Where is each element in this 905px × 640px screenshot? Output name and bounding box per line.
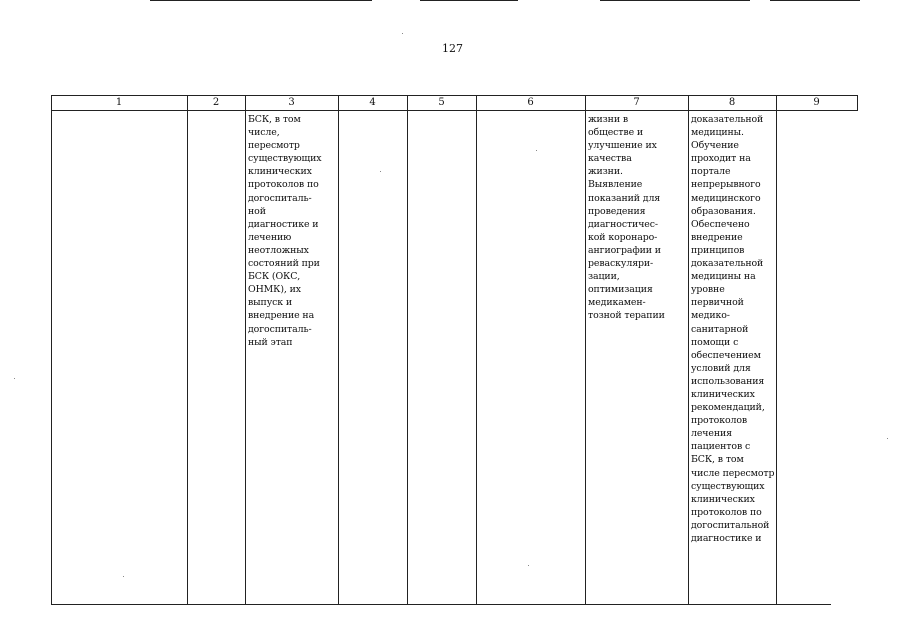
- cell-text-line: оптимизация: [588, 284, 653, 296]
- scan-speck: [380, 171, 381, 172]
- cell-text-line: БСК (ОКС,: [248, 271, 301, 283]
- cell-text-line: догоспитальной: [691, 519, 770, 531]
- column-header: 2: [212, 97, 220, 108]
- cell-text-line: жизни в: [588, 114, 629, 125]
- cell-column-8: [691, 113, 774, 545]
- cell-text-line: условий для: [691, 362, 751, 374]
- cell-text-line: использования: [691, 375, 765, 387]
- scan-speck: [123, 576, 124, 577]
- cell-text-line: улучшение их: [588, 140, 657, 152]
- header-bottom-border: [51, 110, 858, 111]
- column-header: 1: [115, 97, 123, 108]
- cell-text-line: пациентов с: [691, 441, 751, 453]
- cell-text-line: медико-: [691, 310, 730, 322]
- cell-text-line: выпуск и: [248, 297, 293, 309]
- cell-text-line: внедрение: [691, 231, 743, 243]
- cell-text-line: существующих: [248, 153, 322, 165]
- column-header: 7: [633, 97, 640, 108]
- cell-text-line: клинических: [248, 166, 312, 178]
- column-divider: [585, 95, 586, 605]
- cell-text-line: зации,: [588, 271, 620, 283]
- cell-text-line: помощи с: [691, 336, 739, 348]
- cell-text-line: протоколов по: [691, 506, 762, 518]
- cell-text-line: существующих: [691, 480, 765, 492]
- column-divider: [187, 95, 188, 605]
- column-header: 5: [438, 97, 445, 108]
- scan-edge-line: [420, 0, 518, 1]
- column-divider: [245, 95, 246, 605]
- cell-column-3: [248, 113, 321, 349]
- cell-text-line: первичной: [691, 297, 744, 309]
- cell-text-line: принципов: [691, 244, 745, 256]
- cell-text-line: догоспиталь-: [248, 192, 312, 204]
- column-header: 6: [527, 97, 534, 108]
- cell-text-line: рекомендаций,: [691, 402, 765, 414]
- scan-speck: [887, 438, 888, 439]
- scan-speck: [402, 33, 403, 34]
- cell-text-line: неотложных: [248, 244, 309, 256]
- scan-edge-line: [600, 0, 750, 1]
- cell-text-line: протоколов: [691, 415, 748, 427]
- cell-text-line: портале: [691, 166, 731, 178]
- cell-text-line: ангиографии и: [588, 244, 661, 256]
- cell-text-line: доказательной: [691, 258, 764, 270]
- cell-text-line: реваскуляри-: [588, 258, 654, 270]
- column-header: 4: [369, 97, 376, 108]
- column-divider: [476, 95, 477, 605]
- cell-text-line: числе пересмотр: [691, 467, 775, 479]
- column-divider: [338, 95, 339, 605]
- cell-text-line: БСК, в том: [248, 114, 301, 125]
- cell-text-line: БСК, в том: [691, 454, 744, 466]
- cell-text-line: медицины на: [691, 271, 756, 283]
- cell-text-line: обеспечением: [691, 349, 761, 361]
- scan-edge-line: [150, 0, 372, 1]
- cell-text-line: протоколов по: [248, 179, 319, 191]
- cell-text-line: медицинского: [691, 192, 761, 204]
- column-header: 3: [288, 97, 295, 108]
- cell-text-line: диагностике и: [691, 533, 762, 544]
- cell-text-line: санитарной: [691, 323, 749, 335]
- cell-column-7: [588, 113, 665, 323]
- cell-text-line: образования.: [691, 205, 756, 217]
- column-divider: [776, 95, 777, 605]
- cell-text-line: лечения: [691, 428, 732, 440]
- cell-text-line: жизни.: [588, 166, 623, 178]
- cell-text-line: качества: [588, 153, 632, 165]
- cell-text-line: диагностике и: [248, 218, 319, 230]
- cell-text-line: тозной терапии: [588, 310, 665, 322]
- column-header: 8: [728, 97, 736, 108]
- cell-text-line: показаний для: [588, 192, 661, 204]
- cell-text-line: обществе и: [588, 127, 644, 139]
- cell-text-line: Обучение: [691, 140, 739, 152]
- cell-text-line: клинических: [691, 388, 755, 400]
- page-number: 127: [442, 42, 463, 55]
- cell-text-line: диагностичес-: [588, 218, 658, 230]
- cell-text-line: числе,: [248, 127, 280, 139]
- cell-text-line: клинических: [691, 493, 755, 505]
- table-right-border: [857, 95, 858, 111]
- cell-text-line: кой коронаро-: [588, 231, 658, 243]
- column-header: 9: [813, 97, 820, 108]
- cell-text-line: непрерывного: [691, 179, 761, 191]
- cell-text-line: ной: [248, 205, 266, 217]
- cell-text-line: проведения: [588, 205, 646, 217]
- cell-text-line: лечению: [248, 231, 292, 243]
- table-left-border: [51, 95, 52, 605]
- column-divider: [407, 95, 408, 605]
- scan-edge-line: [770, 0, 860, 1]
- cell-text-line: медицины.: [691, 127, 744, 139]
- cell-text-line: Обеспечено: [691, 218, 750, 230]
- cell-text-line: состояний при: [248, 258, 320, 270]
- scan-speck: [528, 565, 529, 566]
- cell-text-line: доказательной: [691, 114, 764, 125]
- cell-text-line: пересмотр: [248, 140, 300, 152]
- cell-text-line: догоспиталь-: [248, 323, 312, 335]
- scan-speck: [14, 378, 15, 379]
- table-bottom-border: [51, 604, 831, 605]
- cell-text-line: ОНМК), их: [248, 284, 301, 296]
- cell-text-line: внедрение на: [248, 310, 315, 322]
- cell-text-line: ный этап: [248, 336, 293, 348]
- cell-text-line: медикамен-: [588, 297, 646, 309]
- cell-text-line: проходит на: [691, 153, 751, 165]
- column-divider: [688, 95, 689, 605]
- cell-text-line: уровне: [691, 284, 725, 296]
- cell-text-line: Выявление: [588, 179, 643, 191]
- scan-speck: [536, 150, 537, 151]
